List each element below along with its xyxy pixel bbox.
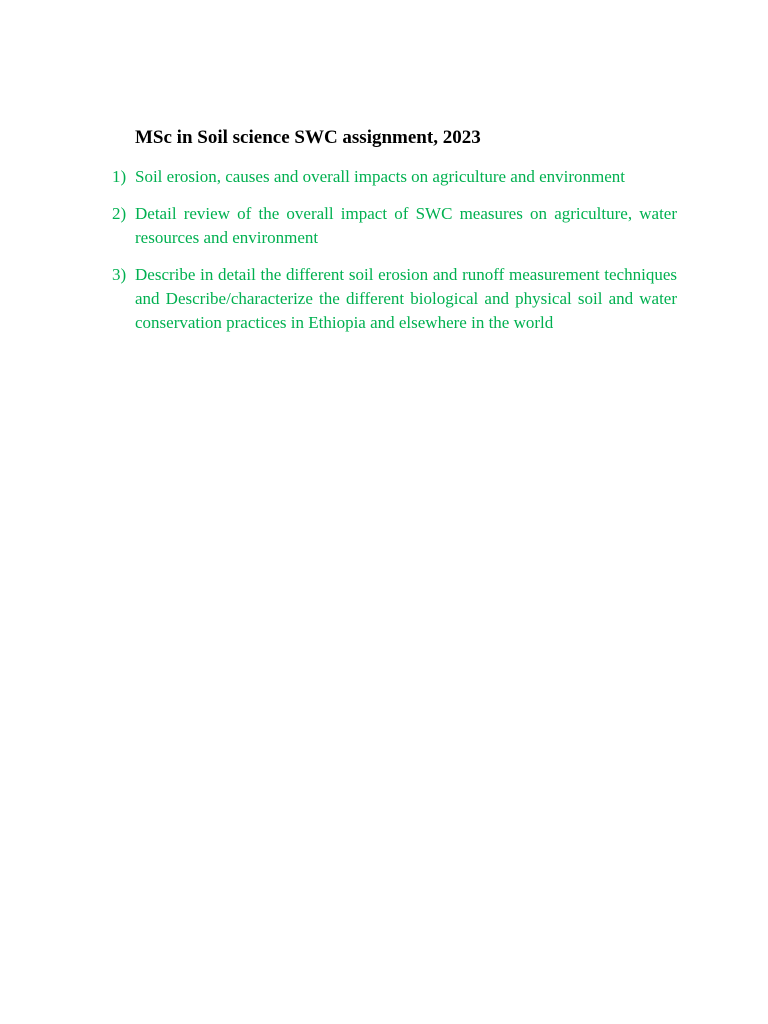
assignment-list — [112, 165, 677, 348]
list-item-number: 1) — [112, 167, 127, 186]
list-item — [112, 165, 677, 189]
list-item-text: Detail review of the overall impact of SWC measures on agriculture, water resources and environment — [135, 204, 677, 247]
list-item — [112, 263, 677, 335]
list-item-number: 3) — [112, 265, 127, 284]
list-item-text: Describe in detail the different soil erosion and runoff measurement techniques and Describe/characterize the different biological and physical soil and water conservation practices in Ethiopia and elsewhere in the world — [135, 265, 677, 332]
list-item — [112, 202, 677, 250]
page-title: MSc in Soil science SWC assignment, 2023 — [135, 127, 481, 148]
list-item-text: Soil erosion, causes and overall impacts on agriculture and environment — [135, 167, 626, 186]
list-item-number: 2) — [112, 204, 127, 223]
